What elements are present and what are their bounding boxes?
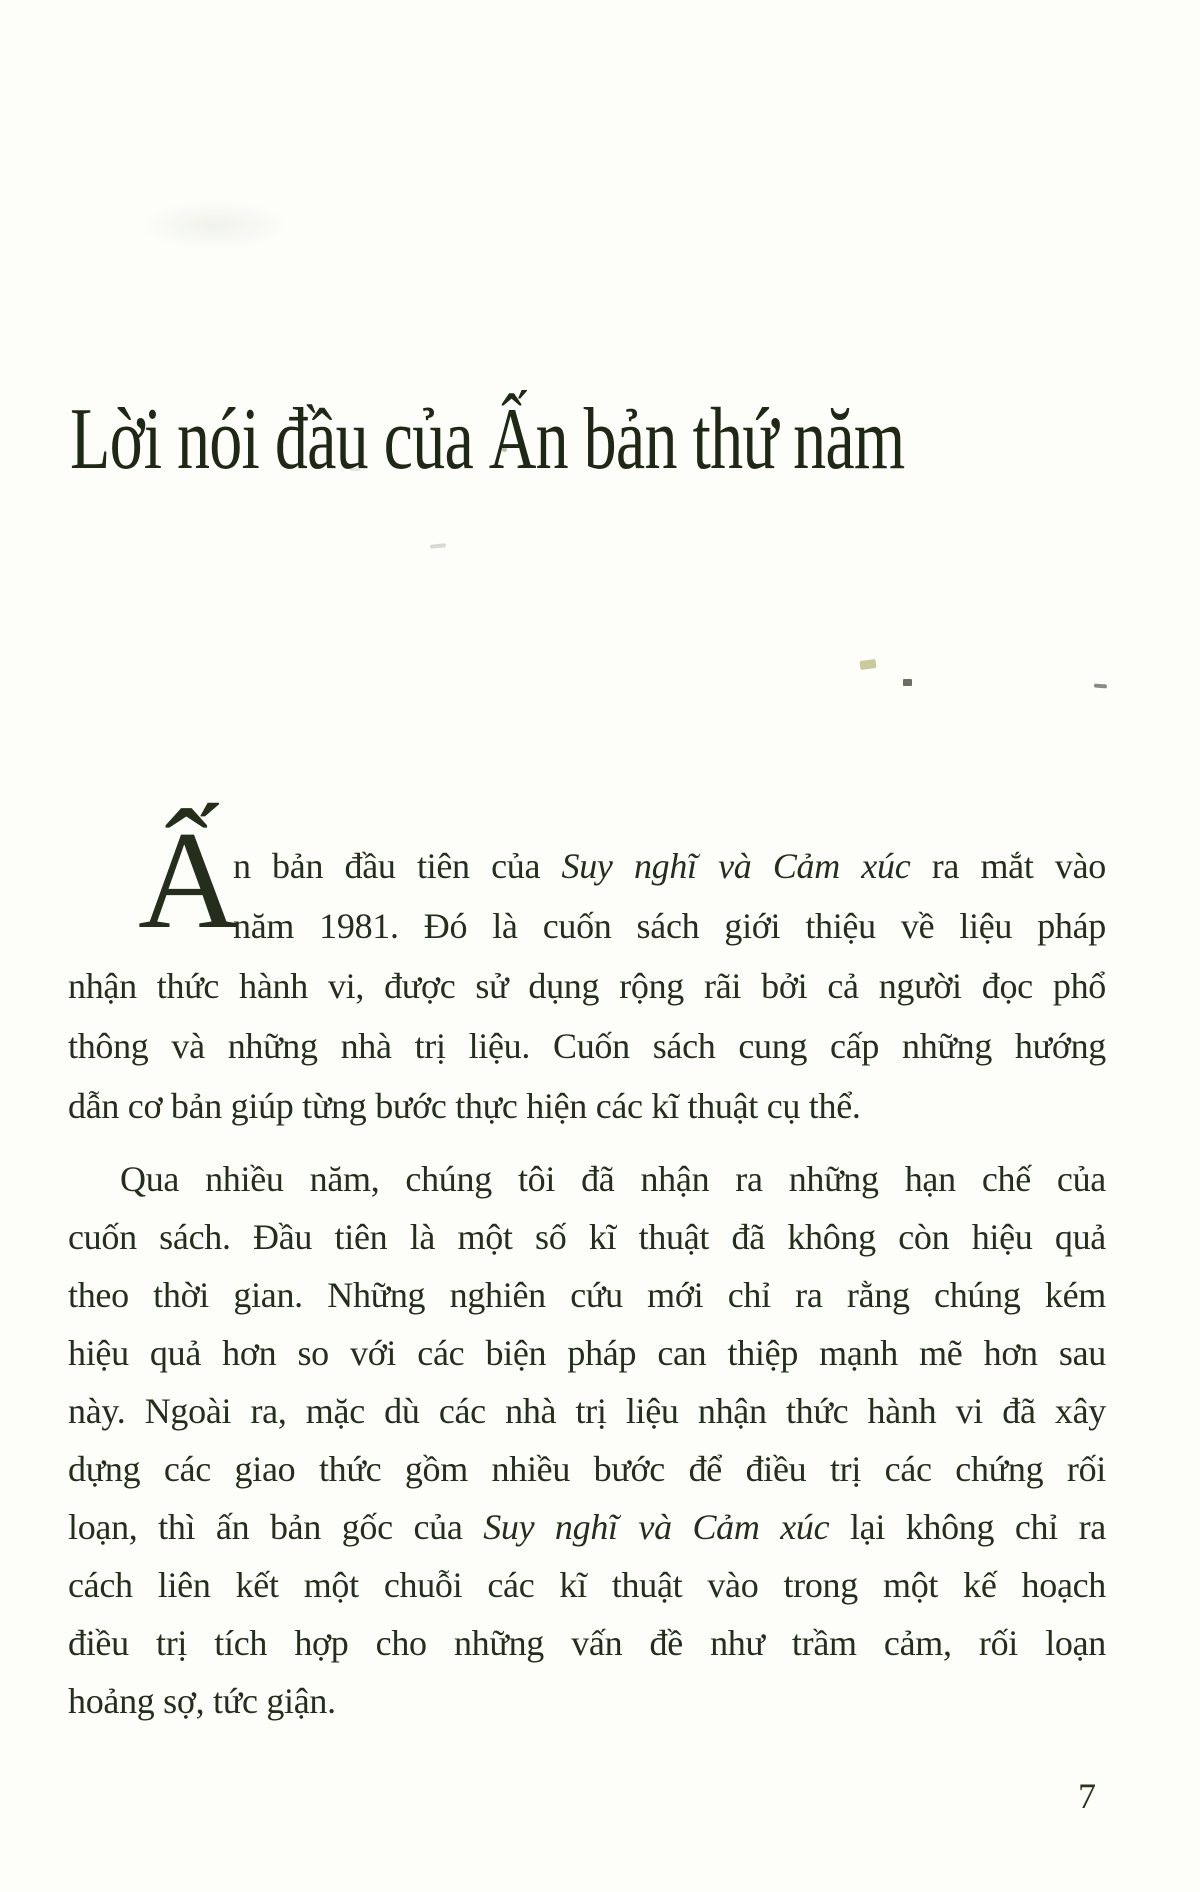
text-line [68,1076,1106,1136]
text-line [68,1382,1106,1440]
text-segment: Qua nhiều năm, chúng tôi đã nhận ra những hạn chế của [120,1159,1106,1199]
text-segment: điều trị tích hợp cho những vấn đề như trầm cảm, rối loạn [68,1623,1106,1663]
book-title-italic: Suy nghĩ và Cảm xúc [483,1507,830,1547]
body-text [68,803,1106,1730]
text-segment: dựng các giao thức gồm nhiều bước để điều trị các chứng rối [68,1449,1106,1489]
text-segment: hoảng sợ, tức giận. [68,1681,336,1721]
text-line [68,1208,1106,1266]
paragraph [68,803,1106,1136]
text-segment: dẫn cơ bản giúp từng bước thực hiện các kĩ thuật cụ thể. [68,1086,861,1126]
text-line [68,1614,1106,1672]
text-line [68,956,1106,1016]
text-segment: theo thời gian. Những nghiên cứu mới chỉ ra rằng chúng kém [68,1275,1106,1315]
book-title-italic: Suy nghĩ và Cảm xúc [561,846,911,886]
scan-artifact [430,543,446,549]
page-number: 7 [1078,1776,1096,1816]
scan-artifact [903,679,912,686]
text-line [68,1556,1106,1614]
text-line [68,1440,1106,1498]
scan-artifact [859,659,876,670]
text-segment: cuốn sách. Đầu tiên là một số kĩ thuật đã không còn hiệu quả [68,1217,1106,1257]
text-line [68,1266,1106,1324]
chapter-title: Lời nói đầu của Ấn bản thứ năm [70,391,905,488]
text-segment: này. Ngoài ra, mặc dù các nhà trị liệu nhận thức hành vi đã xây [68,1391,1106,1431]
paragraph [68,1150,1106,1730]
text-line [68,1150,1106,1208]
text-segment: ra mắt vào [910,846,1106,886]
scan-artifact [1094,684,1107,689]
text-line [68,1672,1106,1730]
drop-cap: Ấ [138,803,239,958]
text-segment: n bản đầu tiên của [233,846,562,886]
text-segment: lại không chỉ ra [829,1507,1106,1547]
text-segment: hiệu quả hơn so với các biện pháp can thiệp mạnh mẽ hơn sau [68,1333,1106,1373]
text-segment: năm 1981. Đó là cuốn sách giới thiệu về liệu pháp [233,906,1106,946]
text-segment: cách liên kết một chuỗi các kĩ thuật vào trong một kế hoạch [68,1565,1106,1605]
text-line [68,1324,1106,1382]
text-segment: loạn, thì ấn bản gốc của [68,1507,484,1547]
text-line [68,1016,1106,1076]
text-line [68,1498,1106,1556]
scan-artifact [140,200,290,250]
text-segment: thông và những nhà trị liệu. Cuốn sách cung cấp những hướng [68,1026,1106,1066]
text-segment: nhận thức hành vi, được sử dụng rộng rãi bởi cả người đọc phổ [68,966,1106,1006]
